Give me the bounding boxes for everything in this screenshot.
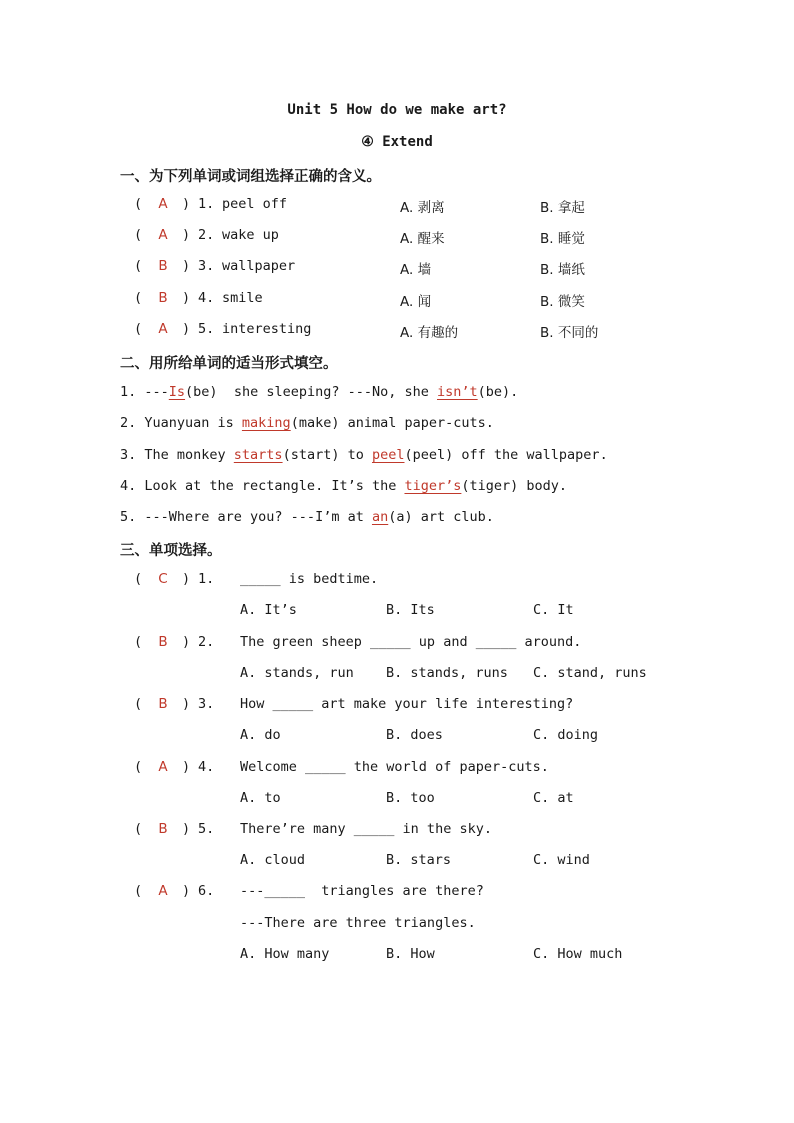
mc-question-line2: ---There are three triangles. <box>240 915 476 931</box>
section3-heading: 三、单项选择。 <box>120 543 222 559</box>
mc-question: ( B ) 2. The green sheep _____ up and _____ around. <box>134 634 582 650</box>
fill-sentence: 3. The monkey starts(start) to peel(peel) off the wallpaper. <box>120 447 608 463</box>
vocab-item: ( A ) 5. interesting A. 有趣的 B. 不同的 <box>134 321 599 341</box>
fill-answer: tiger’s <box>404 478 462 494</box>
answer: A <box>158 196 168 212</box>
mc-options: A. to B. too C. at <box>240 790 574 806</box>
mc-options: A. How many B. How C. How much <box>240 946 623 962</box>
fill-answer: starts <box>233 447 283 463</box>
mc-question: ( A ) 6. ---_____ triangles are there? <box>134 883 484 899</box>
answer: A <box>158 759 168 775</box>
vocab-item: ( A ) 1. peel off A. 剥离 B. 拿起 <box>134 196 585 216</box>
vocab-item: ( B ) 3. wallpaper A. 墙 B. 墙纸 <box>134 258 585 278</box>
mc-question: ( B ) 3. How _____ art make your life interesting? <box>134 696 574 712</box>
page-title: Unit 5 How do we make art? <box>287 102 507 118</box>
answer: B <box>158 821 168 837</box>
mc-options: A. do B. does C. doing <box>240 727 599 743</box>
vocab-item: ( A ) 2. wake up A. 醒来 B. 睡觉 <box>134 227 585 247</box>
mc-question: ( C ) 1. _____ is bedtime. <box>134 571 379 587</box>
answer: A <box>158 321 168 337</box>
mc-question: ( A ) 4. Welcome _____ the world of paper-cuts. <box>134 759 549 775</box>
fill-sentence: 4. Look at the rectangle. It’s the tiger’s(tiger) body. <box>120 478 568 494</box>
fill-answer: isn’t <box>437 384 478 400</box>
mc-options: A. stands, run B. stands, runs C. stand, runs <box>240 665 647 681</box>
fill-answer: an <box>371 509 389 525</box>
fill-answer: Is <box>168 384 186 400</box>
answer: B <box>158 634 168 650</box>
answer: B <box>158 290 168 306</box>
mc-question: ( B ) 5. There’re many _____ in the sky. <box>134 821 492 837</box>
answer: C <box>158 571 168 587</box>
page-subtitle: ④ Extend <box>361 134 433 150</box>
fill-sentence: 1. ---Is(be) she sleeping? ---No, she isn’t(be). <box>120 384 519 400</box>
fill-answer: peel <box>371 447 405 463</box>
fill-answer: making <box>241 415 291 431</box>
answer: B <box>158 258 168 274</box>
fill-sentence: 5. ---Where are you? ---I’m at an(a) art club. <box>120 509 494 525</box>
answer: B <box>158 696 168 712</box>
vocab-item: ( B ) 4. smile A. 闻 B. 微笑 <box>134 290 585 310</box>
mc-options: A. It’s B. Its C. It <box>240 602 574 618</box>
section1-heading: 一、为下列单词或词组选择正确的含义。 <box>120 169 381 185</box>
fill-sentence: 2. Yuanyuan is making(make) animal paper-cuts. <box>120 415 494 431</box>
answer: A <box>158 227 168 243</box>
section2-heading: 二、用所给单词的适当形式填空。 <box>120 356 338 372</box>
answer: A <box>158 883 168 899</box>
mc-options: A. cloud B. stars C. wind <box>240 852 590 868</box>
